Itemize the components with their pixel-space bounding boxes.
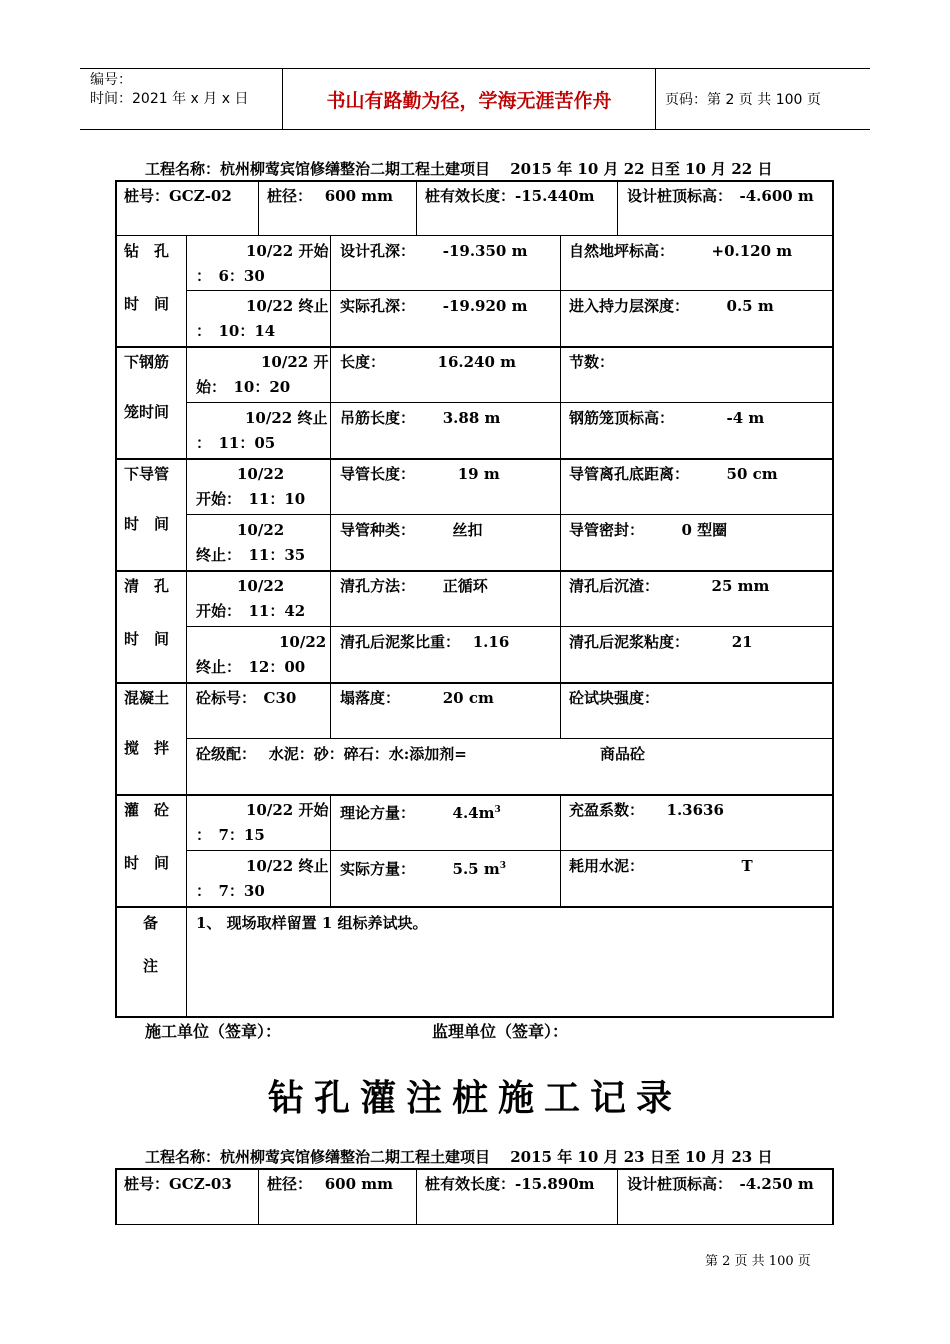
pile-effective-length: 桩有效长度：-15.440m <box>425 187 595 205</box>
remarks-label: 备 <box>143 914 159 932</box>
cage-start-time: 始： 10：20 <box>196 378 291 396</box>
header-meta <box>90 71 248 109</box>
tremie-label: 下导管 <box>124 465 170 483</box>
commercial-concrete: 商品砼 <box>600 745 646 763</box>
theoretical-volume: 理论方量： $4.4m^3$ <box>340 804 501 822</box>
page-footer: 第 2 页 共 100 页 <box>705 1254 811 1269</box>
mud-viscosity: 清孔后泥浆粘度： 21 <box>569 633 753 651</box>
cage-start-date: 10/22 开 <box>261 353 329 371</box>
construction-unit-sign: 施工单位（签章）： <box>145 1022 282 1041</box>
concrete-label-2: 搅 拌 <box>124 739 170 757</box>
motto: 书山有路勤为径，学海无涯苦作舟 <box>282 69 656 129</box>
pile-diameter: 桩径： 600 mm <box>267 187 393 205</box>
hanger-length: 吊筋长度： 3.88 m <box>340 409 501 427</box>
serial-label: 编号： <box>90 72 132 88</box>
drill-start-date: 10/22 开始 <box>246 242 329 260</box>
page-title: 钻孔灌注桩施工记录 <box>267 1077 682 1119</box>
tremie-end-date: 10/22 <box>237 521 285 539</box>
cement-used: 耗用水泥： T <box>569 857 753 875</box>
cage-end-date: 10/22 终止 <box>245 409 328 427</box>
slump: 塌落度： 20 cm <box>340 689 494 707</box>
mud-density: 清孔后泥浆比重： 1.16 <box>340 633 510 651</box>
concrete-grade: 砼标号： C30 <box>196 689 297 707</box>
drill-end-time: ： 10：14 <box>196 322 276 340</box>
test-block-strength: 砼试块强度： <box>569 689 660 707</box>
tremie-start-time: 开始： 11：10 <box>196 490 306 508</box>
design-hole-depth: 设计孔深： -19.350 m <box>340 242 528 260</box>
clean-method: 清孔方法： 正循环 <box>340 577 488 595</box>
cage-sections: 节数： <box>569 353 615 371</box>
project-name-2: 工程名称：杭州柳莺宾馆修缮整治二期工程土建项目 2015 年 10 月 23 日至 10 月 23 日 <box>145 1148 773 1166</box>
tremie-label-2: 时 间 <box>124 515 170 533</box>
drill-label: 钻 孔 <box>124 242 170 260</box>
remarks-label-2: 注 <box>143 957 159 975</box>
clean-label-2: 时 间 <box>124 630 170 648</box>
pile-number-2: 桩号：GCZ-03 <box>124 1175 232 1193</box>
volume-exponent: 3 <box>494 805 501 815</box>
mix-ratio: 砼级配： 水泥：砂：碎石：水:添加剂= <box>196 745 467 763</box>
clean-start-time: 开始： 11：42 <box>196 602 306 620</box>
tremie-bottom-gap: 导管离孔底距离： 50 cm <box>569 465 778 483</box>
bearing-layer-depth: 进入持力层深度： 0.5 m <box>569 297 774 315</box>
drill-end-date: 10/22 终止 <box>246 297 329 315</box>
pile-number: 桩号：GCZ-02 <box>124 187 232 205</box>
page-info: 页码：第 2 页 共 100 页 <box>665 92 821 108</box>
cage-length: 长度： 16.240 m <box>340 353 517 371</box>
pour-end-date: 10/22 终止 <box>246 857 329 875</box>
cage-label-2: 笼时间 <box>124 403 170 421</box>
cage-top-elevation: 钢筋笼顶标高： -4 m <box>569 409 765 427</box>
tremie-length: 导管长度： 19 m <box>340 465 500 483</box>
pour-end-time: ： 7：30 <box>196 882 265 900</box>
pile-diameter-2: 桩径： 600 mm <box>267 1175 393 1193</box>
drill-label-2: 时 间 <box>124 295 170 313</box>
actual-hole-depth: 实际孔深： -19.920 m <box>340 297 528 315</box>
actual-volume: 实际方量： 5.5 $m^3$ <box>340 860 506 878</box>
clean-start-date: 10/22 <box>237 577 285 595</box>
tremie-end-time: 终止： 11：35 <box>196 546 306 564</box>
sediment-after-clean: 清孔后沉渣： 25 mm <box>569 577 770 595</box>
ground-elevation: 自然地坪标高： +0.120 m <box>569 242 793 260</box>
pour-start-time: ： 7：15 <box>196 826 265 844</box>
concrete-label: 混凝土 <box>124 689 170 707</box>
clean-label: 清 孔 <box>124 577 170 595</box>
cage-end-time: ： 11：05 <box>196 434 276 452</box>
pour-start-date: 10/22 开始 <box>246 801 329 819</box>
clean-end-time: 终止： 12：00 <box>196 658 306 676</box>
tremie-seal: 导管密封： 0 型圈 <box>569 521 728 539</box>
page-header <box>80 68 870 130</box>
drill-start-time: ： 6：30 <box>196 267 265 285</box>
pour-label-2: 时 间 <box>124 854 170 872</box>
supervision-unit-sign: 监理单位（签章）： <box>432 1022 569 1041</box>
pour-label: 灌 砼 <box>124 801 170 819</box>
remarks-text: 1、 现场取样留置 1 组标养试块。 <box>196 914 428 932</box>
clean-end-date: 10/22 <box>279 633 327 651</box>
time-label: 时间：2021 年 x 月 x 日 <box>90 91 249 107</box>
cage-label: 下钢筋 <box>124 353 170 371</box>
tremie-start-date: 10/22 <box>237 465 285 483</box>
project-name: 工程名称：杭州柳莺宾馆修缮整治二期工程土建项目 2015 年 10 月 22 日至 10 月 22 日 <box>145 160 773 178</box>
fill-factor: 充盈系数： 1.3636 <box>569 801 724 819</box>
tremie-type: 导管种类： 丝扣 <box>340 521 483 539</box>
volume-exponent: 3 <box>499 861 506 871</box>
design-top-elevation: 设计桩顶标高： -4.600 m <box>627 187 814 205</box>
pile-effective-length-2: 桩有效长度：-15.890m <box>425 1175 595 1193</box>
design-top-elevation-2: 设计桩顶标高： -4.250 m <box>627 1175 814 1193</box>
